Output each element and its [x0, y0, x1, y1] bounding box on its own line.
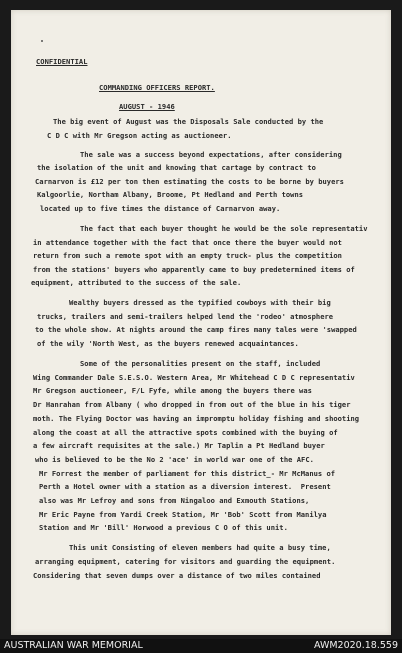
text-line: C D C with Mr Gregson acting as auctioneer.: [47, 131, 232, 140]
text-line: the isolation of the unit and knowing that cartage by contract to: [37, 163, 316, 172]
text-line: from the stations' buyers who apparently came to buy predetermined items of: [33, 265, 355, 274]
archive-footer: [0, 639, 402, 653]
text-line: of the wily 'North West, as the buyers renewed acquaintances.: [37, 339, 299, 348]
text-line: Perth a Hotel owner with a station as a diversion interest. Present: [39, 482, 331, 491]
ink-mark: [41, 40, 43, 42]
text-line: Mr Gregson auctioneer, F/L Fyfe, while among the buyers there was: [33, 386, 312, 395]
text-line: Considering that seven dumps over a distance of two miles contained: [33, 571, 321, 580]
text-line: trucks, trailers and semi-trailers helped lend the 'rodeo' atmosphere: [37, 312, 334, 321]
text-line: moth. The Flying Doctor was having an impromptu holiday fishing and shooting: [33, 414, 360, 423]
text-line: along the coast at all the attractive spots combined with the buying of: [33, 428, 338, 437]
document-page: [11, 10, 391, 635]
text-line: to the whole show. At nights around the camp fires many tales were 'swapped: [35, 325, 357, 334]
text-line: Some of the personalities present on the staff, included: [80, 359, 321, 368]
text-line: return from such a remote spot with an empty truck- plus the competition: [33, 251, 342, 260]
text-line: Wing Commander Dale S.E.S.O. Western Area, Mr Whitehead C D C representativ: [33, 373, 355, 382]
text-line: Station and Mr 'Bill' Horwood a previous C O of this unit.: [39, 523, 288, 532]
text-line: equipment, attributed to the success of the sale.: [31, 278, 242, 287]
confidential-heading: CONFIDENTIAL: [36, 57, 88, 66]
text-line: Carnarvon is £12 per ton then estimating the costs to be borne by buyers: [35, 177, 344, 186]
text-line: Kalgoorlie, Northam Albany, Broome, Pt Hedland and Perth towns: [37, 190, 304, 199]
text-line: Wealthy buyers dressed as the typified cowboys with their big: [69, 298, 331, 307]
text-line: This unit Consisting of eleven members had quite a busy time,: [69, 543, 331, 552]
text-line: The sale was a success beyond expectations, after considering: [80, 150, 342, 159]
text-line: Dr Hanrahan from Albany ( who dropped in from out of the blue in his tiger: [33, 400, 351, 409]
text-line: located up to five times the distance of Carnarvon away.: [40, 204, 281, 213]
archive-name: AUSTRALIAN WAR MEMORIAL: [4, 640, 143, 651]
report-period: AUGUST - 1946: [119, 102, 175, 111]
text-line: The big event of August was the Disposals Sale conducted by the: [53, 117, 324, 126]
text-line: The fact that each buyer thought he would be the sole representativ: [80, 224, 368, 233]
text-line: also was Mr Lefroy and sons from Ningaloo and Exmouth Stations,: [39, 496, 310, 505]
text-line: who is believed to be the No 2 'ace' in world war one of the AFC.: [35, 455, 314, 464]
text-line: Mr Eric Payne from Yardi Creek Station, Mr 'Bob' Scott from Manilya: [39, 510, 327, 519]
text-line: a few aircraft requisites at the sale.) Mr Taplin a Pt Hedland buyer: [33, 441, 325, 450]
archive-reference: AWM2020.18.559: [313, 640, 398, 651]
text-line: Mr Forrest the member of parliament for this district_- Mr McManus of: [39, 469, 336, 478]
text-line: arranging equipment, catering for visitors and guarding the equipment.: [35, 557, 336, 566]
report-title: COMMANDING OFFICERS REPORT.: [99, 83, 215, 92]
text-line: in attendance together with the fact that once there the buyer would not: [33, 238, 342, 247]
